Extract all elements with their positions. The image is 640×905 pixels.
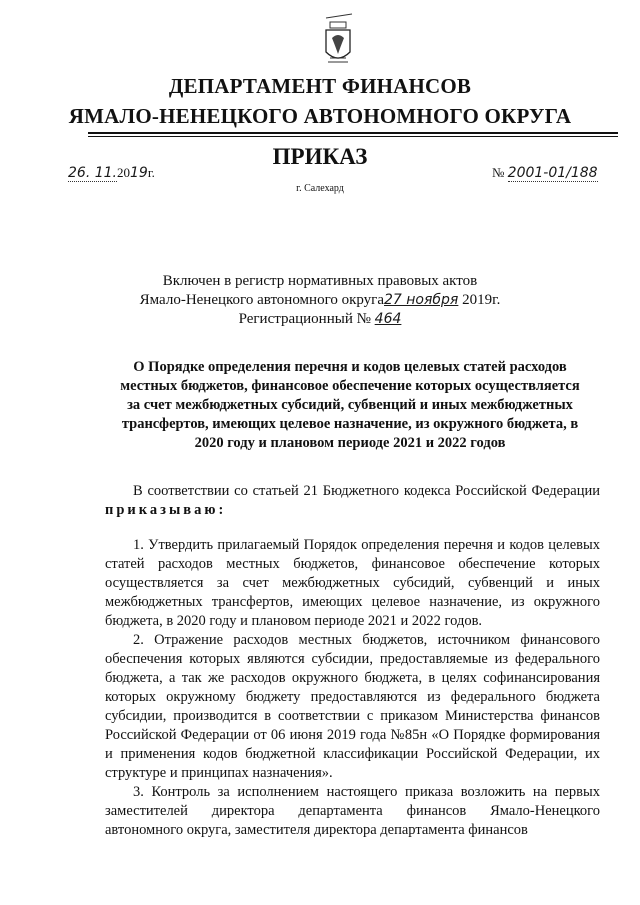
- registration-number-handwritten: 464: [374, 311, 402, 327]
- header-rule-thin: [88, 136, 618, 137]
- coat-of-arms-emblem: [318, 8, 358, 72]
- registration-stamp: [0, 272, 640, 329]
- department-name-line2: ЯМАЛО-НЕНЕЦКОГО АВТОНОМНОГО ОКРУГА: [68, 104, 572, 128]
- point-3: 3. Контроль за исполнением настоящего приказа возложить на первых заместителей директора департамента финансов Ямало-Ненецкого автономного округа, заместителя директора департамента финансов: [105, 784, 600, 838]
- date-year-printed: 20: [116, 165, 130, 180]
- city-name: г. Салехард: [296, 183, 344, 194]
- point-1: 1. Утвердить прилагаемый Порядок определения перечня и кодов целевых статей расходов местных бюджетов, финансовое обеспечение которых осуществляется за счет межбюджетных субсидий, субвенций и иных межбюджетных трансфертов, имеющих целевое назначение, из окружного бюджета, в 2020 году и плановом периоде 2021 и 2022 годов.: [105, 537, 600, 629]
- order-date: [68, 165, 155, 182]
- order-title: ПРИКАЗ: [272, 144, 368, 169]
- order-number: [492, 165, 598, 182]
- number-prefix: №: [492, 165, 505, 180]
- registration-date-handwritten: 27 ноября: [384, 292, 459, 308]
- registration-line2: Ямало-Ненецкого автономного округа27 ноября 2019г.: [139, 292, 501, 308]
- order-subject: О Порядке определения перечня и кодов целевых статей расходов местных бюджетов, финансовое обеспечение которых осуществляется за счет межбюджетных субсидий, субвенций и иных межбюджетных трансфертов, имеющих целевое назначение, из окружного бюджета, в 2020 году и плановом периоде 2021 и 2022 годов: [120, 359, 580, 451]
- header-rule-thick: [88, 132, 618, 134]
- date-handwritten: 26. 11.: [68, 165, 117, 181]
- date-suffix: г.: [147, 165, 155, 180]
- department-name-line1: ДЕПАРТАМЕНТ ФИНАНСОВ: [168, 74, 472, 98]
- registration-line3: Регистрационный № 464: [238, 311, 402, 327]
- date-year-handwritten: 19: [129, 165, 148, 181]
- point-2: 2. Отражение расходов местных бюджетов, источником финансового обеспечения которых являются субсидии, предоставляемые из федерального бюджета, а так же расходов окружного бюджета, в целях софинансирования которых окружному бюджету предоставляются из федерального бюджета субсидии, производится в соответствии с приказом Министерства финансов Российской Федерации от 06 июня 2019 года №85н «О Порядке формирования и применения кодов бюджетной классификации Российской Федерации, их структуре и принципах назначения».: [105, 632, 600, 781]
- body-intro: В соответствии со статьей 21 Бюджетного кодекса Российской Федерации приказываю:: [105, 483, 600, 518]
- body-points: [105, 536, 600, 840]
- order-word: приказываю:: [105, 502, 227, 518]
- registration-line1: Включен в регистр нормативных правовых актов: [162, 273, 478, 289]
- number-handwritten: 2001-01/188: [507, 165, 598, 181]
